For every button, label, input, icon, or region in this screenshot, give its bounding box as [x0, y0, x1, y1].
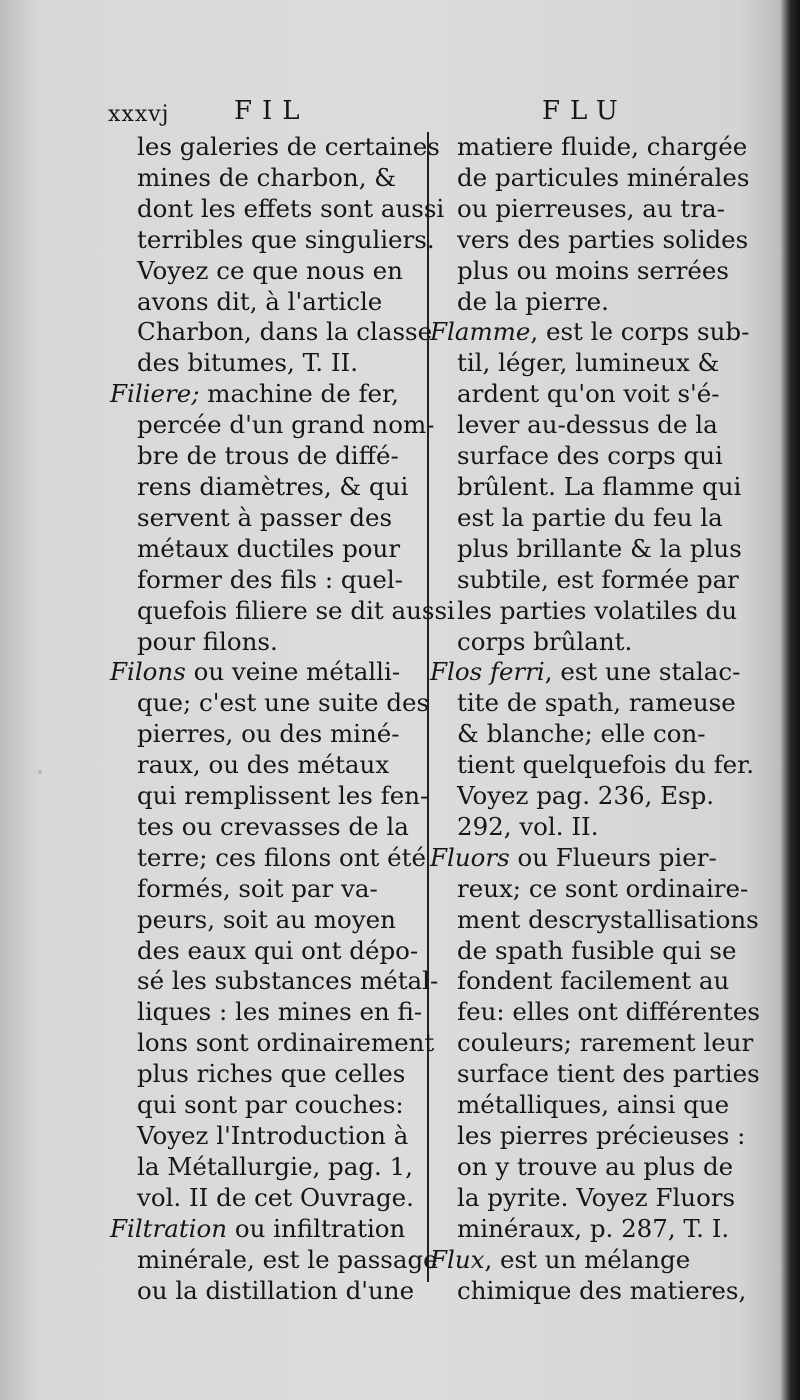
text-line: sé les substances métal- [137, 966, 439, 996]
text-line: chimique des matieres, [457, 1275, 747, 1305]
text-line: subtile, est formée par [457, 564, 739, 594]
text-line-rest: ou infiltration [227, 1213, 406, 1243]
ink-spot [472, 1290, 477, 1295]
text-line-rest: , est le corps sub- [530, 317, 750, 347]
entry-continuation [110, 132, 445, 379]
text-line: couleurs; rarement leur [457, 1028, 754, 1058]
text-line: métalliques, ainsi que [457, 1090, 730, 1120]
text-line: bre de trous de diffé- [137, 441, 399, 471]
text-line: former des fils : quel- [137, 564, 403, 594]
entry-headword: Filiere; [110, 379, 200, 409]
entry-headword: Flamme [430, 317, 531, 347]
ink-spot [38, 770, 42, 774]
left-guide-word: FIL [234, 96, 310, 126]
text-line: que; c'est une suite des [137, 688, 430, 718]
text-line [110, 1214, 410, 1245]
text-line: 292, vol. II. [457, 811, 599, 841]
text-line: plus brillante & la plus [457, 533, 742, 563]
dictionary-entry [110, 1213, 438, 1307]
text-line-rest: machine de fer, [199, 379, 399, 409]
text-line: minéraux, p. 287, T. I. [457, 1213, 730, 1243]
text-line: minérale, est le passage [137, 1244, 438, 1274]
text-line-rest: , est un mélange [484, 1244, 691, 1274]
text-line: lever au-dessus de la [457, 410, 718, 440]
text-line: & blanche; elle con- [457, 719, 706, 749]
text-line: dont les effets sont aussi [137, 193, 445, 223]
text-line: terribles que singuliers. [137, 224, 435, 254]
entry-headword: Fluors [430, 842, 510, 872]
text-line: est la partie du feu la [457, 502, 723, 532]
text-line: corps brûlant. [457, 626, 633, 656]
text-line [430, 843, 730, 874]
text-line: avons dit, à l'article [137, 286, 383, 316]
text-line: des eaux qui ont dépo- [137, 935, 419, 965]
text-line: Voyez l'Introduction à [137, 1121, 409, 1150]
text-line: reux; ce sont ordinaire- [457, 873, 749, 903]
text-line: formés, soit par va- [137, 873, 378, 903]
dictionary-entry [110, 379, 455, 657]
text-line [110, 657, 410, 688]
text-line [430, 657, 741, 688]
text-line: les galeries de certaines [137, 132, 440, 161]
entry-headword: Flos ferri [430, 657, 545, 687]
entry-headword: Filons [110, 657, 186, 687]
page-number: xxxvj [108, 102, 170, 127]
text-line: ou la distillation d'une [137, 1275, 415, 1305]
text-line: terre; ces filons ont été [137, 842, 426, 872]
text-line: feu: elles ont différentes [457, 997, 760, 1027]
text-line [430, 1245, 730, 1276]
text-line: plus riches que celles [137, 1059, 406, 1089]
left-column [110, 132, 455, 1306]
text-line: mines de charbon, & [137, 162, 397, 192]
text-line: lons sont ordinairement [137, 1028, 435, 1058]
text-line: tient quelquefois du fer. [457, 750, 754, 780]
text-line: Voyez pag. 236, Esp. [457, 781, 715, 811]
dictionary-entry [110, 657, 439, 1213]
entry-continuation [430, 132, 750, 317]
dictionary-entry [430, 317, 750, 657]
text-line: surface des corps qui [457, 441, 723, 471]
text-line: Voyez ce que nous en [137, 255, 403, 285]
text-line: on y trouve au plus de [457, 1151, 734, 1181]
text-line: pierres, ou des miné- [137, 719, 400, 749]
text-line-rest: ou Flueurs pier- [509, 842, 717, 872]
text-line: servent à passer des [137, 502, 393, 532]
text-line: brûlent. La flamme qui [457, 471, 742, 501]
text-line: les parties volatiles du [457, 595, 738, 625]
text-line: tite de spath, rameuse [457, 688, 736, 718]
text-line: les pierres précieuses : [457, 1121, 746, 1150]
text-line: la Métallurgie, pag. 1, [137, 1151, 413, 1181]
entry-headword: Flux [430, 1244, 485, 1274]
text-line: raux, ou des métaux [137, 750, 390, 780]
text-line: ardent qu'on voit s'é- [457, 379, 720, 409]
text-line: percée d'un grand nom- [137, 410, 435, 440]
entry-headword: Filtration [110, 1213, 228, 1243]
text-line: fondent facilement au [457, 966, 730, 996]
text-line: ment descrystallisations [457, 904, 759, 934]
text-line: surface tient des parties [457, 1059, 760, 1089]
text-line: métaux ductiles pour [137, 533, 401, 563]
running-header [108, 96, 668, 136]
text-line: Charbon, dans la classe [137, 317, 433, 347]
text-line-rest: , est une stalac- [544, 657, 741, 687]
text-line: til, léger, lumineux & [457, 348, 720, 378]
text-line: de la pierre. [457, 286, 609, 316]
dictionary-entry [430, 657, 754, 842]
right-column [430, 132, 760, 1306]
text-line: qui remplissent les fen- [137, 781, 429, 811]
text-line: la pyrite. Voyez Fluors [457, 1182, 736, 1212]
text-line: quefois filiere se dit aussi [137, 595, 455, 625]
text-line: ou pierreuses, au tra- [457, 193, 725, 223]
text-line: qui sont par couches: [137, 1090, 404, 1120]
text-line: vol. II de cet Ouvrage. [137, 1182, 414, 1212]
text-line: de spath fusible qui se [457, 935, 737, 965]
text-line: matiere fluide, chargée [457, 132, 748, 161]
dictionary-entry [430, 1244, 747, 1307]
text-line: des bitumes, T. II. [137, 348, 359, 378]
right-guide-word: FLU [542, 96, 628, 126]
text-line: de particules minérales [457, 162, 750, 192]
text-line: plus ou moins serrées [457, 255, 730, 285]
text-line: vers des parties solides [457, 224, 749, 254]
text-line-rest: ou veine métalli- [185, 657, 401, 687]
text-line: pour filons. [137, 626, 278, 656]
text-line: liques : les mines en fi- [137, 997, 423, 1027]
text-line: tes ou crevasses de la [137, 811, 409, 841]
text-line: peurs, soit au moyen [137, 904, 396, 934]
text-line: rens diamètres, & qui [137, 471, 409, 501]
text-line [110, 379, 410, 410]
text-line [430, 317, 750, 348]
dictionary-entry [430, 842, 760, 1245]
